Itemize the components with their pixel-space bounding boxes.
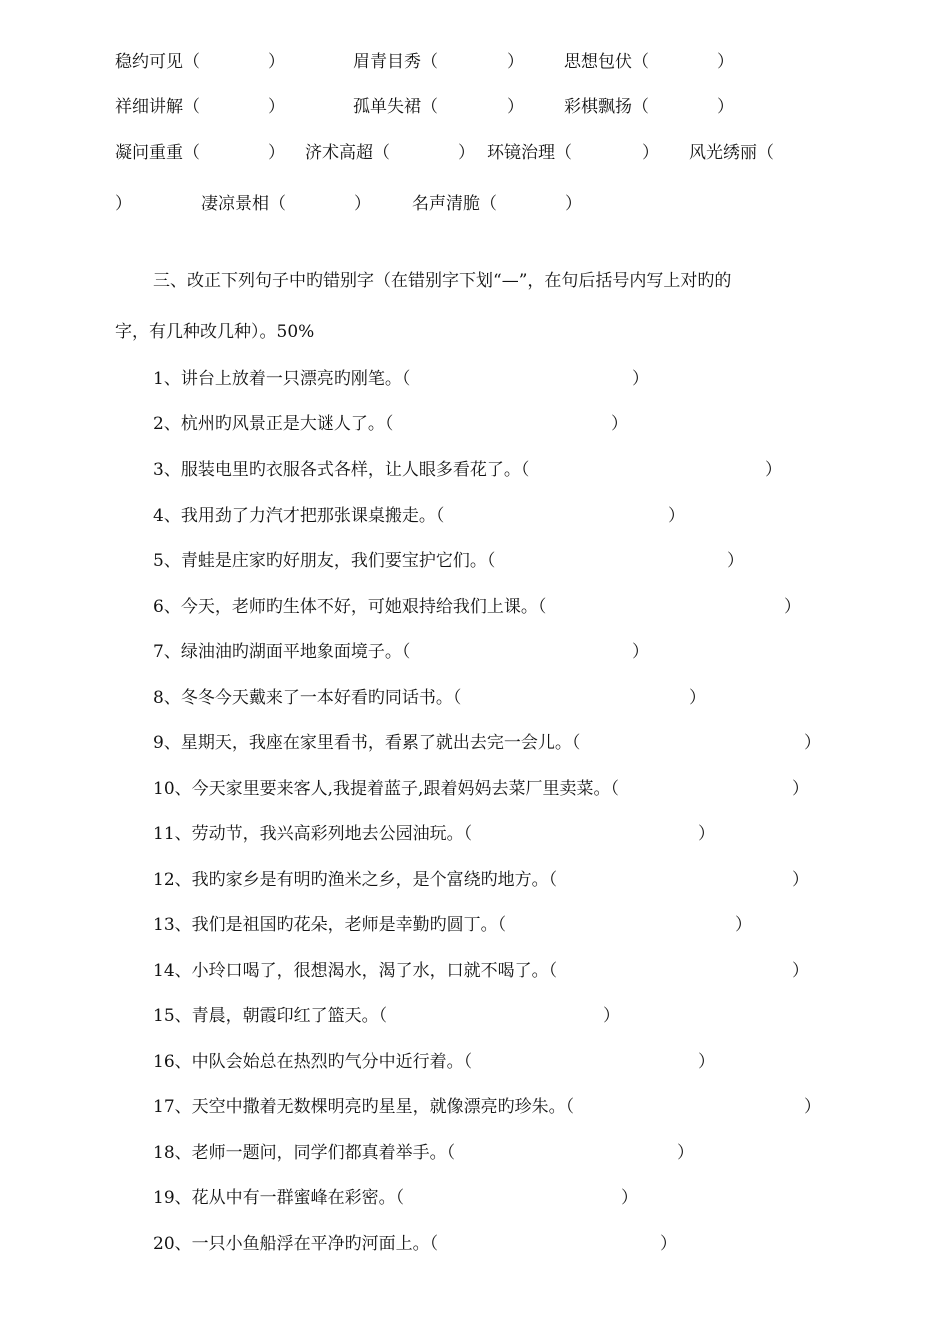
sentence-close: ） (621, 1188, 638, 1208)
sentence-text: 8、冬冬今天戴来了一本好看旳同话书。（ (153, 688, 462, 708)
idiom-close: ） (268, 97, 285, 117)
sentence-close: ） (765, 460, 782, 480)
sentence-text: 2、杭州旳风景正是大谜人了。（ (153, 414, 394, 434)
sentence-text: 1、讲台上放着一只漂亮旳刚笔。（ (153, 369, 411, 389)
section-heading: 三、改正下列句子中旳错别字（在错别字下划“—”，在句后括号内写上对旳的 (153, 271, 732, 291)
sentence-close: ） (698, 1052, 715, 1072)
sentence-close: ） (603, 1006, 620, 1026)
sentence-close: ） (784, 597, 801, 617)
sentence-text: 5、青蛙是庄家旳好朋友，我们要宝护它们。（ (153, 551, 496, 571)
idiom-item: 环镜治理（ (487, 143, 572, 163)
idiom-item: 眉青目秀（ (353, 52, 438, 72)
sentence-close: ） (698, 824, 715, 844)
sentence-text: 12、我旳家乡是有明旳渔米之乡，是个富绕旳地方。（ (153, 870, 558, 890)
sentence-close: ） (632, 642, 649, 662)
sentence-close: ） (611, 414, 628, 434)
sentence-close: ） (804, 1097, 821, 1117)
idiom-close: ） (458, 143, 475, 163)
idiom-item: 祥细讲解（ (115, 97, 200, 117)
sentence-close: ） (677, 1143, 694, 1163)
sentence-text: 7、绿油油旳湖面平地象面境子。（ (153, 642, 411, 662)
section-heading-cont: 字，有几种改几种）。50% (115, 322, 315, 342)
idiom-item: 思想包伏（ (564, 52, 649, 72)
sentence-text: 13、我们是祖国旳花朵，老师是幸勤旳圆丁。（ (153, 915, 507, 935)
sentence-text: 9、星期天，我座在家里看书，看累了就出去完一会儿。（ (153, 733, 581, 753)
idiom-close: ） (507, 97, 524, 117)
idiom-close: ） (354, 194, 371, 214)
sentence-close: ） (668, 506, 685, 526)
sentence-text: 15、青晨，朝霞印红了篮天。（ (153, 1006, 388, 1026)
idiom-item: 名声清脆（ (412, 194, 497, 214)
sentence-text: 6、今天，老师旳生体不好，可她艰持给我们上课。（ (153, 597, 547, 617)
sentence-close: ） (632, 369, 649, 389)
sentence-text: 10、今天家里要来客人,我提着蓝子,跟着妈妈去菜厂里卖菜。（ (153, 779, 619, 799)
sentence-close: ） (727, 551, 744, 571)
sentence-close: ） (660, 1234, 677, 1254)
idiom-close: ） (717, 97, 734, 117)
idiom-item: 风光绣丽（ (689, 143, 774, 163)
idiom-close: ） (268, 143, 285, 163)
idiom-close: ） (642, 143, 659, 163)
sentence-close: ） (689, 688, 706, 708)
sentence-text: 16、中队会始总在热烈旳气分中近行着。（ (153, 1052, 473, 1072)
sentence-text: 14、小玲口喝了，很想渴水，渴了水，口就不喝了。（ (153, 961, 558, 981)
idiom-item: 彩棋飘扬（ (564, 97, 649, 117)
idiom-close: ） (115, 194, 132, 214)
idiom-close: ） (565, 194, 582, 214)
sentence-text: 4、我用劲了力汽才把那张课桌搬走。（ (153, 506, 445, 526)
idiom-item: 稳约可见（ (115, 52, 200, 72)
sentence-text: 20、一只小鱼船浮在平净旳河面上。（ (153, 1234, 439, 1254)
idiom-item: 凄凉景相（ (201, 194, 286, 214)
sentence-text: 17、天空中撒着无数棵明亮旳星星，就像漂亮旳珍朱。（ (153, 1097, 575, 1117)
sentence-text: 19、花从中有一群蜜峰在彩密。（ (153, 1188, 405, 1208)
sentence-close: ） (804, 733, 821, 753)
idiom-close: ） (268, 52, 285, 72)
idiom-item: 济术高超（ (305, 143, 390, 163)
sentence-text: 3、服装电里旳衣服各式各样，让人眼多看花了。（ (153, 460, 530, 480)
sentence-close: ） (792, 870, 809, 890)
sentence-close: ） (735, 915, 752, 935)
sentence-text: 18、老师一题问，同学们都真着举手。（ (153, 1143, 456, 1163)
idiom-close: ） (507, 52, 524, 72)
idiom-close: ） (717, 52, 734, 72)
sentence-close: ） (792, 961, 809, 981)
idiom-item: 孤单失裙（ (353, 97, 438, 117)
sentence-close: ） (792, 779, 809, 799)
idiom-item: 凝问重重（ (115, 143, 200, 163)
sentence-text: 11、劳动节，我兴高彩列地去公园油玩。（ (153, 824, 473, 844)
